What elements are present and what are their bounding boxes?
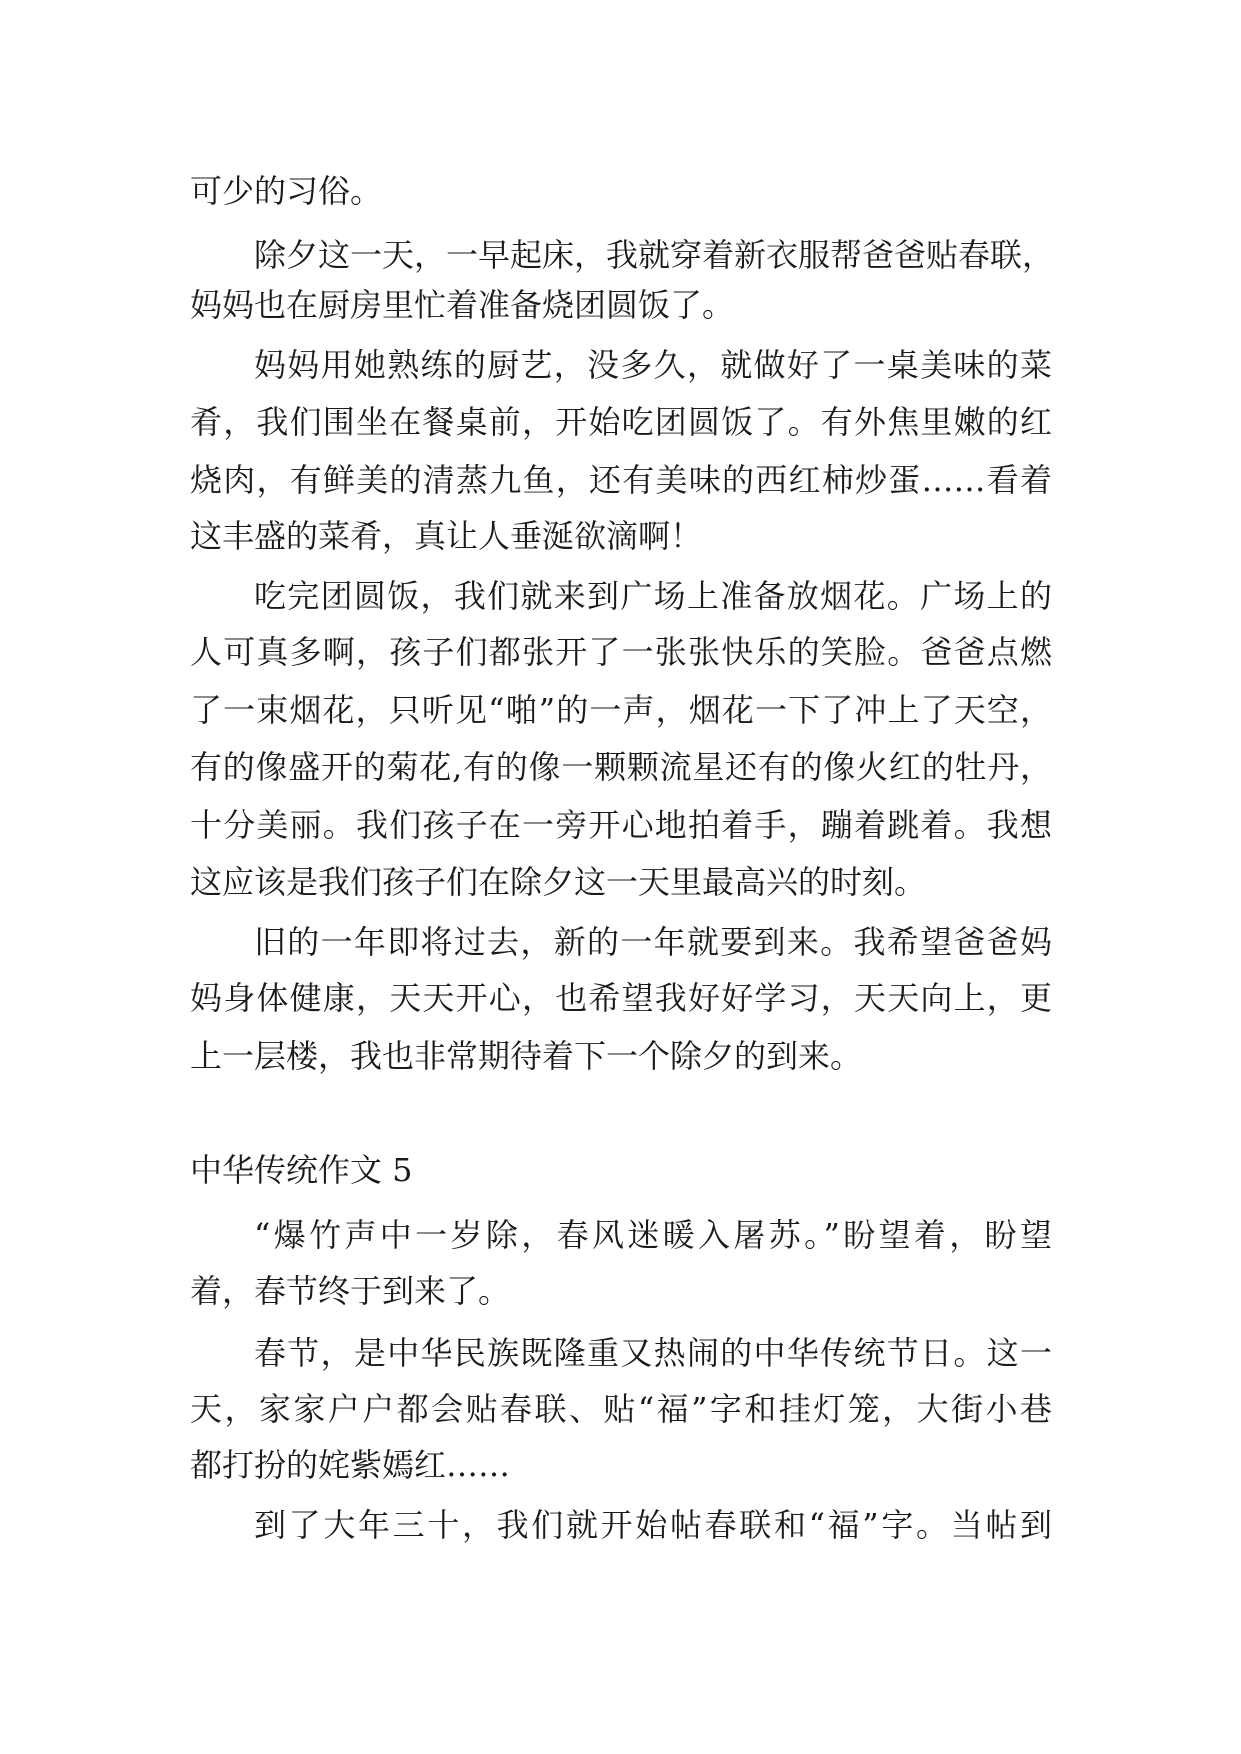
paragraph-line: 人可真多啊，孩子们都张开了一张张快乐的笑脸。爸爸点燃 <box>190 633 1052 671</box>
paragraph-line: 烧肉，有鲜美的清蒸九鱼，还有美味的西红柿炒蛋……看着 <box>190 461 1052 499</box>
paragraph-line: 妈妈用她熟练的厨艺，没多久，就做好了一桌美味的菜 <box>254 346 1052 384</box>
paragraph-line: 妈妈也在厨房里忙着准备烧团圆饭了。 <box>190 286 735 324</box>
paragraph-line: “爆竹声中一岁除，春风迷暖入屠苏。”盼望着，盼望 <box>254 1216 1052 1254</box>
section-heading: 中华传统作文 5 <box>190 1151 413 1189</box>
paragraph-line: 天，家家户户都会贴春联、贴“福”字和挂灯笼，大街小巷 <box>190 1390 1052 1428</box>
paragraph-line: 春节，是中华民族既隆重又热闹的中华传统节日。这一 <box>254 1334 1052 1372</box>
paragraph-line: 妈身体健康，天天开心，也希望我好好学习，天天向上，更 <box>190 979 1052 1017</box>
paragraph-line: 都打扮的姹紫嫣红…… <box>190 1446 511 1484</box>
paragraph-line: 上一层楼，我也非常期待着下一个除夕的到来。 <box>190 1037 863 1075</box>
paragraph-line: 了一束烟花，只听见“啪”的一声，烟花一下了冲上了天空， <box>190 691 1052 729</box>
paragraph-line: 这应该是我们孩子们在除夕这一天里最高兴的时刻。 <box>190 863 927 901</box>
paragraph-line: 肴，我们围坐在餐桌前，开始吃团圆饭了。有外焦里嫩的红 <box>190 403 1052 441</box>
paragraph-line: 到了大年三十，我们就开始帖春联和“福”字。当帖到 <box>254 1506 1052 1544</box>
paragraph-line: 这丰盛的菜肴，真让人垂涎欲滴啊！ <box>190 517 703 555</box>
paragraph-line: 有的像盛开的菊花,有的像一颗颗流星还有的像火红的牡丹， <box>190 748 1052 786</box>
paragraph-line: 除夕这一天，一早起床，我就穿着新衣服帮爸爸贴春联， <box>254 236 1055 274</box>
paragraph-line: 旧的一年即将过去，新的一年就要到来。我希望爸爸妈 <box>254 923 1052 961</box>
paragraph-line: 着，春节终于到来了。 <box>190 1272 511 1310</box>
paragraph-line: 吃完团圆饭，我们就来到广场上准备放烟花。广场上的 <box>254 577 1052 615</box>
paragraph-line: 十分美丽。我们孩子在一旁开心地拍着手，蹦着跳着。我想 <box>190 806 1052 844</box>
paragraph-line: 可少的习俗。 <box>190 172 383 210</box>
